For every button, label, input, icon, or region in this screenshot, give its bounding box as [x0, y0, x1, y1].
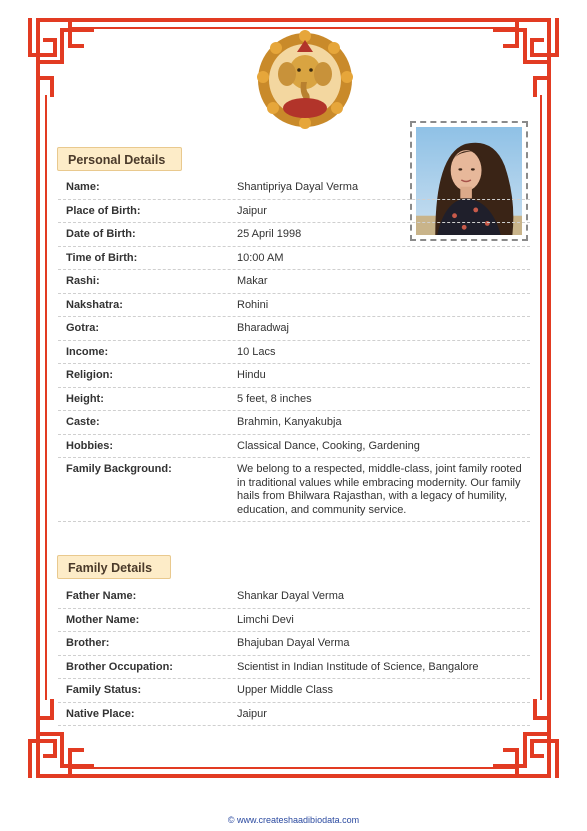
detail-row	[58, 294, 530, 318]
detail-value: Shankar Dayal Verma	[237, 590, 344, 602]
detail-value: Jaipur	[237, 204, 267, 217]
detail-row	[58, 585, 530, 609]
detail-label: Date of Birth:	[66, 228, 136, 240]
detail-row	[58, 364, 530, 388]
detail-label: Height:	[66, 392, 104, 405]
detail-label: Brother Occupation:	[66, 660, 173, 673]
detail-label: Name:	[66, 181, 100, 193]
detail-value: Brahmin, Kanyakubja	[237, 416, 342, 428]
detail-row	[58, 632, 530, 656]
detail-label: Father Name:	[66, 590, 137, 602]
detail-value: 10:00 AM	[237, 251, 284, 264]
detail-row	[58, 458, 530, 522]
detail-row	[58, 317, 530, 341]
detail-label: Gotra:	[66, 322, 99, 334]
detail-label: Rashi:	[66, 275, 100, 287]
detail-label: Religion:	[66, 369, 114, 381]
detail-label: Family Background:	[66, 463, 172, 475]
detail-row	[58, 223, 530, 247]
detail-label: Family Status:	[66, 684, 142, 696]
detail-value: Bharadwaj	[237, 322, 289, 334]
family-details-heading: Family Details	[57, 555, 171, 579]
detail-row	[58, 679, 530, 703]
detail-value: Jaipur	[237, 707, 267, 720]
detail-row	[58, 435, 530, 459]
detail-value: Rohini	[237, 298, 269, 311]
detail-value: We belong to a respected, middle-class, joint family rooted in traditional values while embracing modernity. Our family hails from Bhilwara Rajasthan, with a legacy of humility, education, and community service.	[237, 463, 522, 516]
detail-row	[58, 609, 530, 633]
detail-value: 5 feet, 8 inches	[237, 392, 312, 405]
detail-value: Classical Dance, Cooking, Gardening	[237, 439, 420, 452]
detail-value: Bhajuban Dayal Verma	[237, 637, 350, 649]
detail-label: Place of Birth:	[66, 204, 141, 217]
detail-row	[58, 270, 530, 294]
detail-value: Shantipriya Dayal Verma	[237, 181, 359, 193]
detail-label: Caste:	[66, 416, 100, 428]
detail-label: Brother:	[66, 637, 110, 649]
family-details-list	[58, 585, 530, 726]
detail-row	[58, 703, 530, 727]
detail-value: Upper Middle Class	[237, 684, 333, 696]
footer-website: © www.createshaadibiodata.com	[227, 815, 360, 825]
detail-row	[58, 388, 530, 412]
detail-row	[58, 247, 530, 271]
personal-details-heading: Personal Details	[57, 147, 182, 171]
detail-row	[58, 341, 530, 365]
detail-label: Nakshatra:	[66, 298, 123, 311]
detail-value: Scientist in Indian Institude of Science, Bangalore	[237, 660, 479, 673]
detail-label: Native Place:	[66, 707, 135, 720]
detail-label: Mother Name:	[66, 613, 140, 626]
detail-row	[58, 200, 530, 224]
detail-row	[58, 176, 530, 200]
detail-value: Limchi Devi	[237, 613, 294, 626]
ganesha-emblem-icon	[255, 30, 355, 130]
detail-label: Time of Birth:	[66, 251, 138, 264]
detail-label: Hobbies:	[66, 439, 114, 452]
personal-details-list	[58, 176, 530, 522]
detail-value: 25 April 1998	[237, 228, 302, 240]
detail-value: Makar	[237, 275, 268, 287]
detail-row	[58, 411, 530, 435]
detail-row	[58, 656, 530, 680]
detail-value: 10 Lacs	[237, 345, 276, 358]
detail-value: Hindu	[237, 369, 266, 381]
detail-label: Income:	[66, 345, 109, 358]
